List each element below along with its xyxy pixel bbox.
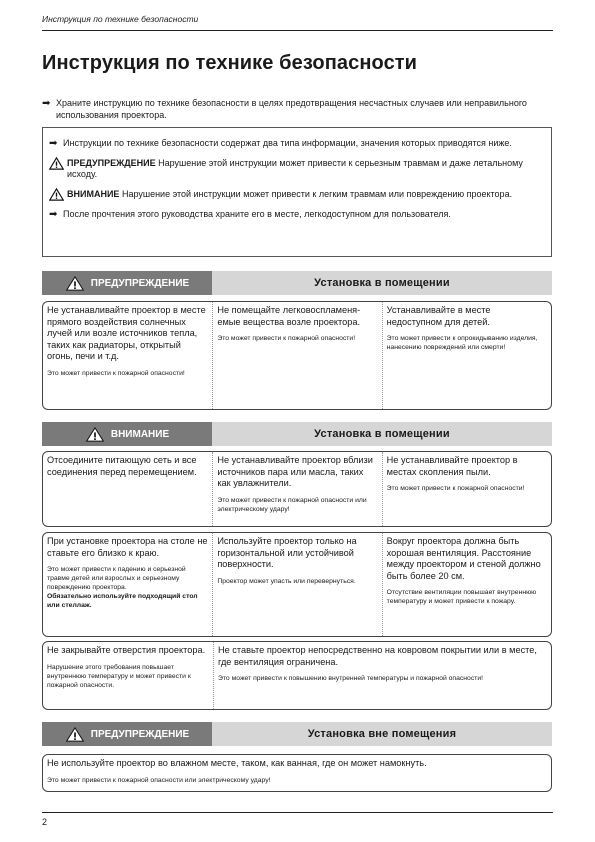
section-tag-label: ВНИМАНИЕ [110, 428, 170, 440]
info-line-keep [49, 209, 541, 221]
section-title: Установка вне помещения [212, 722, 552, 746]
warning-label: ПРЕДУПРЕЖДЕНИЕ [67, 157, 156, 168]
section-header-warning-indoor [42, 271, 552, 295]
cell-main-text: При установке проектора на столе не ставьте его близко к краю. [47, 536, 208, 558]
page-title: Инструкция по технике безопасности [42, 52, 418, 74]
intro-text: Храните инструкцию по технике безопасности в целях предотвращения несчастных случаев или неправильного использования проектора. [56, 98, 527, 120]
caution-cell [213, 642, 551, 709]
cell-note-text: Это может привести к падению и серьезной травме детей или взрослых и серьезному повреждению проектора. [47, 566, 186, 592]
section-tag [42, 722, 212, 746]
info-line-types [49, 138, 541, 150]
arrow-right-icon: ➡ [49, 138, 58, 149]
cell-note-text: Это может привести к пожарной опасности! [217, 335, 356, 343]
cell-note-text: Это может привести к пожарной опасности или электрическому удару! [217, 496, 367, 513]
warning-card [42, 301, 552, 410]
caution-cell [212, 452, 381, 526]
caution-card [42, 451, 552, 527]
warning-cell [43, 302, 212, 409]
warning-triangle-icon [49, 157, 64, 170]
caution-cell [382, 533, 551, 636]
cell-main-text: Не используйте проектор во влажном месте, таком, как ванная, где он может намокнуть. [47, 758, 427, 768]
warning-cell [43, 755, 551, 791]
section-header-warning-outdoor [42, 722, 552, 746]
cell-main-text: Используйте проектор только на горизонтальной или устойчивой поверхности. [217, 536, 357, 570]
cell-main-text: Отсоедините питающую сеть и все соединения перед перемещением. [47, 455, 197, 477]
section-tag-label: ПРЕДУПРЕЖДЕНИЕ [90, 277, 190, 289]
cell-main-text: Не устанавливайте проектор в месте прямого воздействия солнечных лучей или возле источников тепла, таких как радиаторы, открытый огонь, печи и т.д. [47, 305, 206, 362]
caution-cell [43, 533, 212, 636]
warning-cell [212, 302, 381, 409]
arrow-right-icon: ➡ [49, 208, 58, 220]
cell-main-text: Не помещайте легковоспламеня-емые вещества возле проектора. [217, 305, 361, 327]
caution-cell [212, 533, 381, 636]
warning-text: Нарушение этой инструкции может привести к серьезным травмам и даже летальному исходу. [67, 157, 523, 179]
info-line-warning [49, 158, 541, 181]
info-line-caution [49, 189, 541, 201]
info-text: Инструкции по технике безопасности содержат два типа информации, значения которых приводятся ниже. [63, 138, 512, 148]
cell-note-text: Отсутствие вентиляции повышает внутреннюю температуру и может привести к пожару. [386, 589, 537, 606]
caution-text: Нарушение этой инструкции может привести к легким травмам или повреждению проектора. [119, 188, 513, 199]
warning-description [67, 158, 541, 181]
cell-note-text: Это может привести к опрокидыванию изделия, нанесению повреждений или смерти! [386, 335, 538, 352]
cell-note-text: Это может привести к пожарной опасности или электрическому удару! [47, 776, 271, 784]
caution-cell [43, 642, 213, 709]
warning-cell [382, 302, 551, 409]
caution-card [42, 532, 552, 637]
section-tag-label: ПРЕДУПРЕЖДЕНИЕ [90, 728, 190, 740]
caution-triangle-icon [49, 188, 64, 201]
caution-description [67, 189, 541, 201]
section-tag [42, 422, 212, 446]
caution-triangle-icon [85, 427, 105, 442]
section-header-caution-indoor [42, 422, 552, 446]
header-rule [42, 30, 553, 31]
section-title: Установка в помещении [212, 271, 552, 295]
footer-rule [42, 812, 553, 813]
info-text: После прочтения этого руководства храните его в месте, легкодоступном для пользователя. [63, 208, 451, 219]
cell-main-text: Не закрывайте отверстия проектора. [47, 645, 206, 655]
caution-cell [382, 452, 551, 526]
warning-card [42, 754, 552, 792]
caution-cell [43, 452, 212, 526]
cell-main-text: Не устанавливайте проектор в местах скопления пыли. [386, 455, 518, 477]
warning-triangle-icon [65, 276, 85, 291]
cell-main-text: Не устанавливайте проектор вблизи источников пара или масла, таких как увлажнители. [217, 455, 373, 489]
section-tag [42, 271, 212, 295]
intro-paragraph [42, 98, 542, 121]
cell-note-text: Проектор может упасть или перевернуться. [217, 577, 356, 585]
cell-main-text: Вокруг проектора должна быть хорошая вентиляция. Расстояние между проектором и стеной должно быть более 20 см. [386, 536, 541, 581]
cell-note-text: Это может привести к повышению внутренней температуры и пожарной опасности! [218, 675, 484, 683]
cell-note-text: Это может привести к пожарной опасности! [386, 485, 525, 493]
page-number: 2 [42, 817, 48, 827]
cell-bold-note: Обязательно используйте подходящий стол или стеллаж. [47, 593, 198, 610]
section-title: Установка в помещении [212, 422, 552, 446]
arrow-right-icon: ➡ [42, 98, 51, 109]
caution-card [42, 641, 552, 710]
cell-main-text: Устанавливайте в месте недоступном для детей. [386, 305, 491, 327]
info-box [42, 127, 552, 257]
running-header: Инструкция по технике безопасности [42, 14, 199, 24]
caution-label: ВНИМАНИЕ [67, 188, 120, 199]
cell-note-text: Это может привести к пожарной опасности! [47, 369, 185, 377]
cell-note-text: Нарушение этого требования повышает внутреннюю температуру и может привести к пожарной опасности. [47, 663, 191, 689]
warning-triangle-icon [65, 727, 85, 742]
cell-main-text: Не ставьте проектор непосредственно на ковровом покрытии или в месте, где вентиляция ограничена. [218, 645, 537, 667]
